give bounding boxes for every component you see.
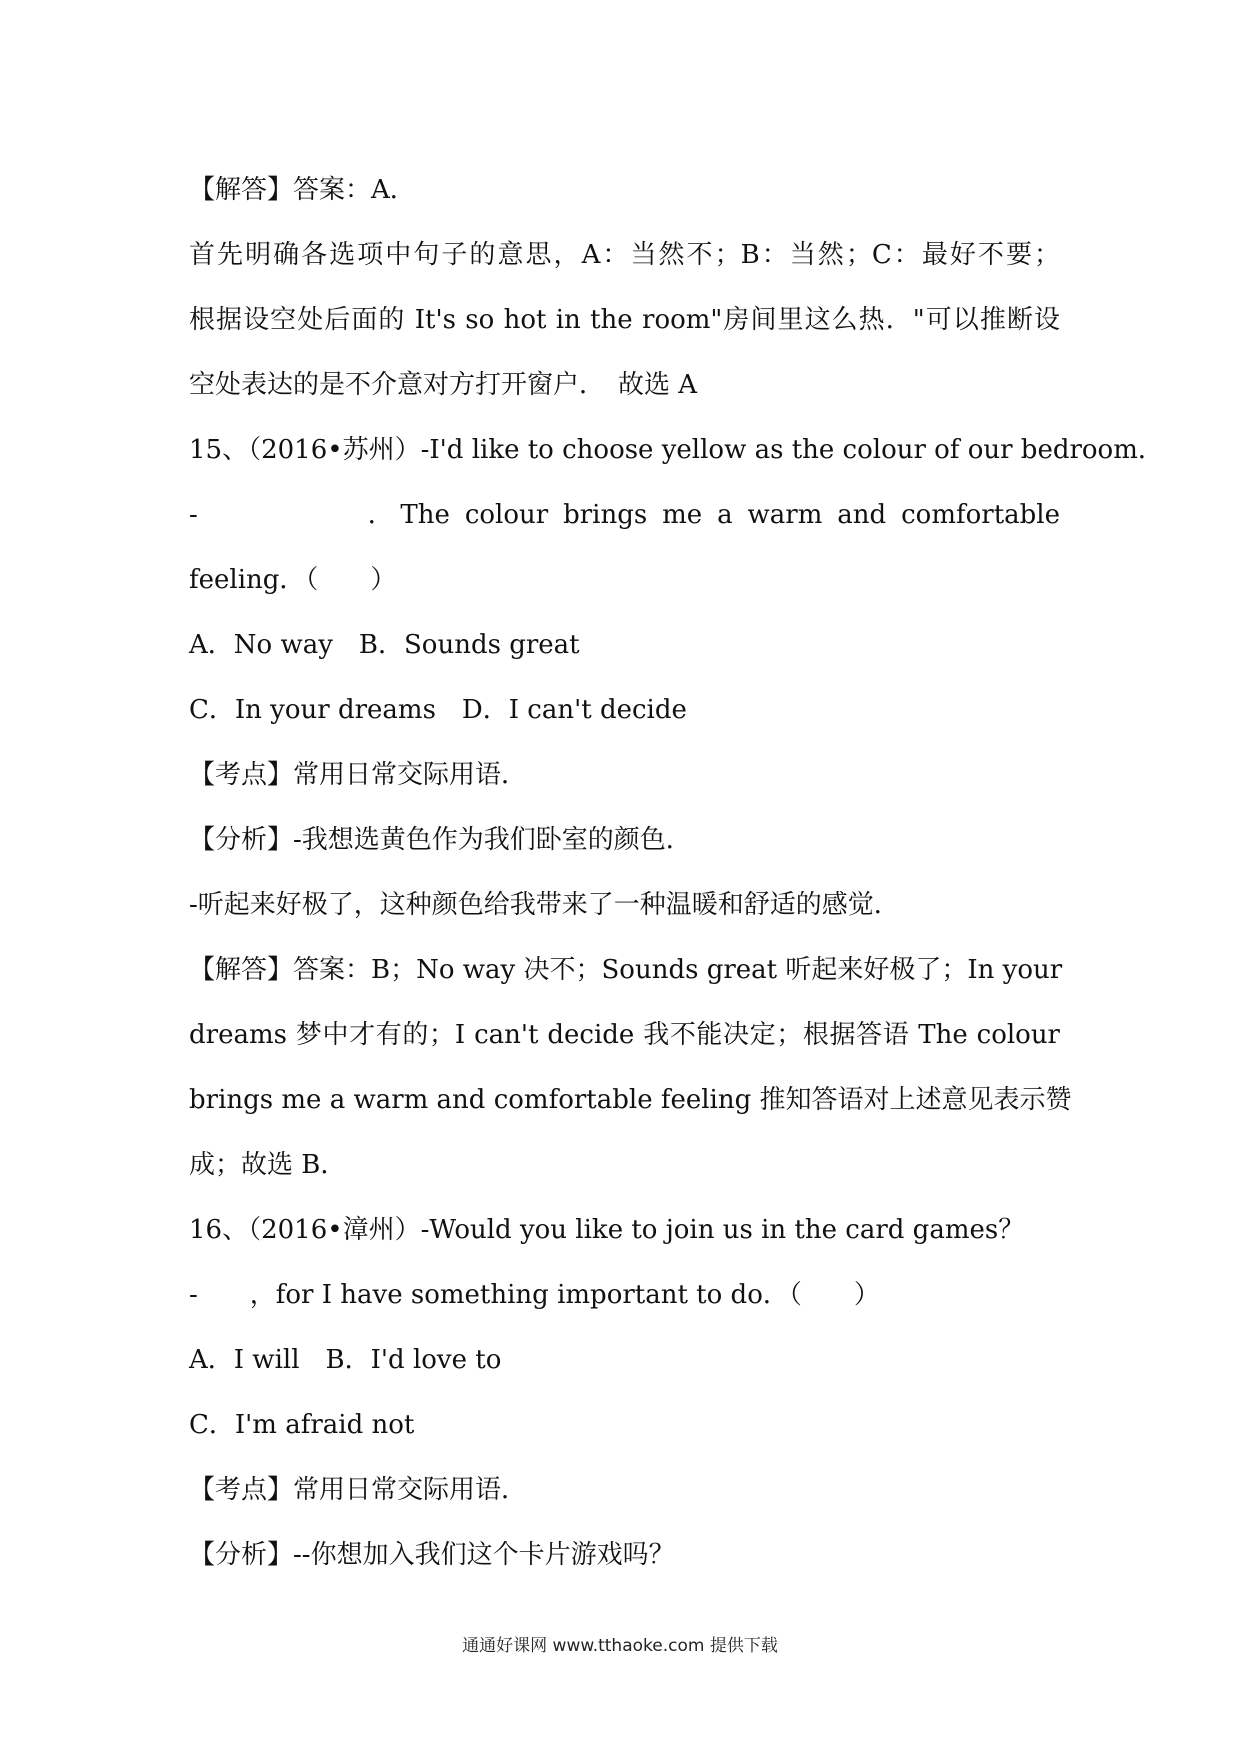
question-15-options-ab: A．No way B．Sounds great xyxy=(189,630,580,660)
analysis-line: -听起来好极了，这种颜色给我带来了一种温暖和舒适的感觉． xyxy=(189,890,900,920)
analysis-line: 【分析】--你想加入我们这个卡片游戏吗？ xyxy=(189,1540,675,1570)
question-16-options-ab: A．I will B．I'd love to xyxy=(189,1345,502,1375)
question-15-response-end: feeling．（ ） xyxy=(189,565,397,595)
question-16-response: - ，for I have something important to do．（ ） xyxy=(189,1280,880,1310)
answer-line: brings me a warm and comfortable feeling 推知答语对上述意见表示赞 xyxy=(189,1085,1072,1115)
question-15-stem: 15、（2016•苏州）-I'd like to choose yellow as the colour of our bedroom． xyxy=(189,435,1164,465)
answer-line: 【解答】答案：B；No way 决不；Sounds great 听起来好极了；In your xyxy=(189,955,1063,985)
key-point-line: 【考点】常用日常交际用语． xyxy=(189,760,528,790)
key-point-line: 【考点】常用日常交际用语． xyxy=(189,1475,528,1505)
explanation-line: 空处表达的是不介意对方打开窗户． 故选 A xyxy=(189,370,698,400)
explanation-line: 首先明确各选项中句子的意思，A：当然不；B：当然；C：最好不要； xyxy=(189,240,1060,270)
document-body xyxy=(189,158,1164,1588)
question-16-option-c: C．I'm afraid not xyxy=(189,1410,415,1440)
answer-line: dreams 梦中才有的；I can't decide 我不能决定；根据答语 The colour xyxy=(189,1020,1060,1050)
analysis-line: 【分析】-我想选黄色作为我们卧室的颜色． xyxy=(189,825,692,855)
answer-line: 【解答】答案：A． xyxy=(189,175,416,205)
answer-line: 成；故选 B． xyxy=(189,1150,347,1180)
explanation-line: 根据设空处后面的 It's so hot in the room"房间里这么热．"可以推断设 xyxy=(189,305,1060,335)
question-16-stem: 16、（2016•漳州）-Would you like to join us in the card games？ xyxy=(189,1215,1025,1245)
question-15-options-cd: C．In your dreams D．I can't decide xyxy=(189,695,687,725)
page-footer: 通通好课网 www.tthaoke.com 提供下载 xyxy=(462,1636,778,1656)
question-15-response: - ．The colour brings me a warm and comfortable xyxy=(189,500,1060,530)
